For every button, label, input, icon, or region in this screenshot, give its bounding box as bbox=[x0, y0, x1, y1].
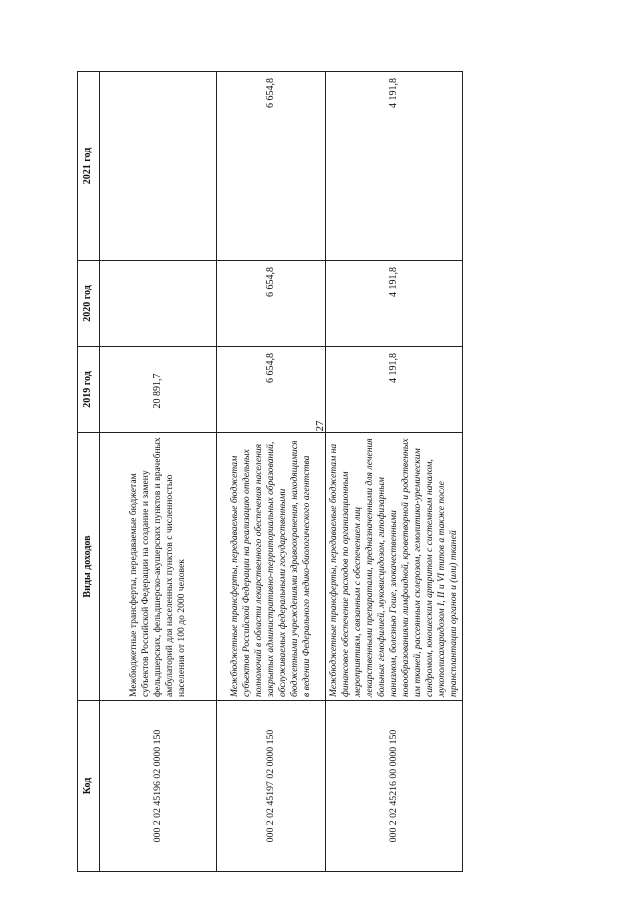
table-row bbox=[326, 72, 463, 872]
row-code: 000 2 02 45196 02 0000 150 bbox=[100, 701, 217, 872]
header-2021: 2021 год bbox=[78, 72, 100, 261]
header-code: Код bbox=[78, 701, 100, 872]
header-2020: 2020 год bbox=[78, 261, 100, 347]
row-value-2020: 4 191,8 bbox=[326, 261, 463, 347]
row-code: 000 2 02 45216 00 0000 150 bbox=[326, 701, 463, 872]
rotated-table-wrapper bbox=[77, 72, 459, 872]
row-code: 000 2 02 45197 02 0000 150 bbox=[217, 701, 326, 872]
row-value-2019: 20 891,7 bbox=[100, 347, 217, 433]
table-header-row bbox=[78, 72, 100, 872]
row-value-2021 bbox=[100, 72, 217, 261]
row-value-2020 bbox=[100, 261, 217, 347]
revenue-table bbox=[77, 71, 463, 872]
row-kind: Межбюджетные трансферты, передаваемые бюджетам субъектов Российской Федерации на создание и замену фельдшерских, фельдшерско-акушерских пунктов и врачебных амбулаторий для населенных пунктов с численностью населения от 100 до 2000 человек bbox=[100, 433, 217, 701]
header-kind: Виды доходов bbox=[78, 433, 100, 701]
row-value-2021: 4 191,8 bbox=[326, 72, 463, 261]
page-number: 27 bbox=[314, 420, 326, 432]
row-value-2021: 6 654,8 bbox=[217, 72, 326, 261]
row-value-2019: 4 191,8 bbox=[326, 347, 463, 433]
row-value-2019: 6 654,8 bbox=[217, 347, 326, 433]
header-2019: 2019 год bbox=[78, 347, 100, 433]
table-row bbox=[217, 72, 326, 872]
table-row bbox=[100, 72, 217, 872]
row-kind: Межбюджетные трансферты, передаваемые бюджетам на финансовое обеспечение расходов по организационным мероприятиям, связанным с обеспечением лиц лекарственными препаратами, предназначенными для лечения больных гемофилией, муковисцидозом, гипофизарным нанизмом, болезнью Гоше, злокачественными новообразованиями лимфоидной, кроветворной и родственных им тканей, рассеянным склерозом, гемолитико-уремическим синдромом, юношеским артритом с системным началом, мукополисахаридозом I, II и VI типов а также после трансплантации органов и (или) тканей bbox=[326, 433, 463, 701]
row-value-2020: 6 654,8 bbox=[217, 261, 326, 347]
revenue-table-container bbox=[77, 72, 459, 872]
row-kind: Межбюджетные трансферты, передаваемые бюджетам субъектов Российской Федерации на реализацию отдельных полномочий в области лекарственного обеспечения населения закрытых административно-территориальных образований, обслуживаемых федеральными государственными бюджетными учреждениями здравоохранения, находящимися в ведении Федерального медико-биологического агентства bbox=[217, 433, 326, 701]
